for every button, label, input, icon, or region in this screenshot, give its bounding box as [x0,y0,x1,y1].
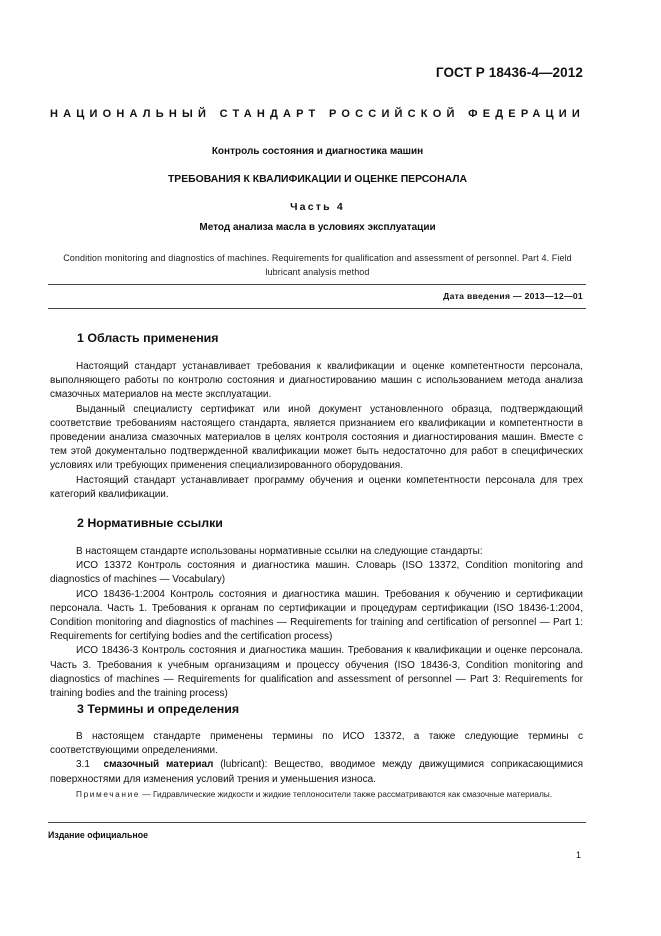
section-1-paragraph: Настоящий стандарт устанавливает требования к квалификации и оценке компетентности персонала, выполняющего работы по контролю состояния и диагностированию машин с использованием метода анализа смазочных материалов на месте эксплуатации. [50,361,583,401]
section-1-paragraph: Выданный специалисту сертификат или иной документ установленного образца, подтверждающий соответствие требованиям настоящего стандарта, является признанием его квалификации и компетентности в проведении анализа смазочных материалов в целях контроля состояния и диагностирования машин. Вместе с тем этой документально подтвержденной квалификации может быть недостаточно для работ в специфических условиях или требующих применения специализированного оборудования. [50,403,583,472]
title-topic: Контроль состояния и диагностика машин [211,146,424,157]
title-part: Часть 4 [290,201,345,213]
section-1-body [50,360,583,502]
banner-word-1: НАЦИОНАЛЬНЫЙ [50,108,212,120]
title-english: Condition monitoring and diagnostics of machines. Requirements for qualification and assessment of personnel. Part 4. Field lubricant analysis method [63,253,572,277]
divider-footer [48,822,586,823]
term-name: смазочный материал [103,759,214,771]
section-2-reference: ИСО 13372 Контроль состояния и диагностика машин. Словарь (ISO 13372, Condition monitoring and diagnostics of machines — Vocabulary) [50,560,583,586]
section-3-heading: 3 Термины и определения [77,702,240,716]
national-standard-banner [50,108,585,120]
section-2-body [50,545,583,701]
divider-top [48,284,586,285]
title-main: ТРЕБОВАНИЯ К КВАЛИФИКАЦИИ И ОЦЕНКЕ ПЕРСОНАЛА [167,174,468,185]
document-code: ГОСТ Р 18436-4—2012 [435,65,583,80]
section-1-paragraph: Настоящий стандарт устанавливает программу обучения и оценки компетентности персонала для трех категорий квалификации. [50,474,583,500]
note-label: Примечание [76,789,141,799]
introduction-date: Дата введения — 2013—12—01 [443,291,583,301]
page-number: 1 [575,850,581,860]
banner-word-4: ФЕДЕРАЦИИ [468,108,585,120]
section-2-reference: ИСО 18436-3 Контроль состояния и диагностика машин. Требования к квалификации и оценке персонала. Часть 3. Требования к учебным организациям и процессу обучения (ISO 18436-3, Condition monitoring and diagnostics of machines — Requirements for qualification and assessment of personnel — Part 3: Requirements for training bodies and the training process) [50,645,583,700]
section-2-paragraph: В настоящем стандарте использованы нормативные ссылки на следующие стандарты: [76,546,483,557]
note [50,788,583,801]
banner-word-3: РОССИЙСКОЙ [329,108,460,120]
section-3-body [50,730,583,787]
term-number: 3.1 [76,759,90,771]
divider-date [48,308,586,309]
term-text: (lubricant): Вещество, вводимое между движущимися соприкасающимися поверхностями для изменения условий трения и уменьшения износа. [50,759,583,785]
section-1-heading: 1 Область применения [77,331,219,345]
section-2-heading: 2 Нормативные ссылки [77,516,223,530]
banner-word-2: СТАНДАРТ [219,108,321,120]
section-3-intro: В настоящем стандарте применены термины по ИСО 13372, а также следующие термины с соответствующими определениями. [50,731,583,757]
edition-label: Издание официальное [48,830,148,840]
section-2-reference: ИСО 18436-1:2004 Контроль состояния и диагностика машин. Требования к обучению и сертификации персонала. Часть 1. Требования к органам по сертификации и процедурам сертификации (ISO 18436-1:2004, Condition monitoring and diagnostics of machines — Requirements for training and certification of personnel — Part 1: Requirements for certifying bodies and the certification process) [50,588,583,643]
note-text: — Гидравлические жидкости и жидкие теплоносители также рассматриваются как смазочные материалы. [140,789,553,799]
title-subtitle: Метод анализа масла в условиях эксплуатации [199,222,436,233]
term-definition [50,758,583,786]
